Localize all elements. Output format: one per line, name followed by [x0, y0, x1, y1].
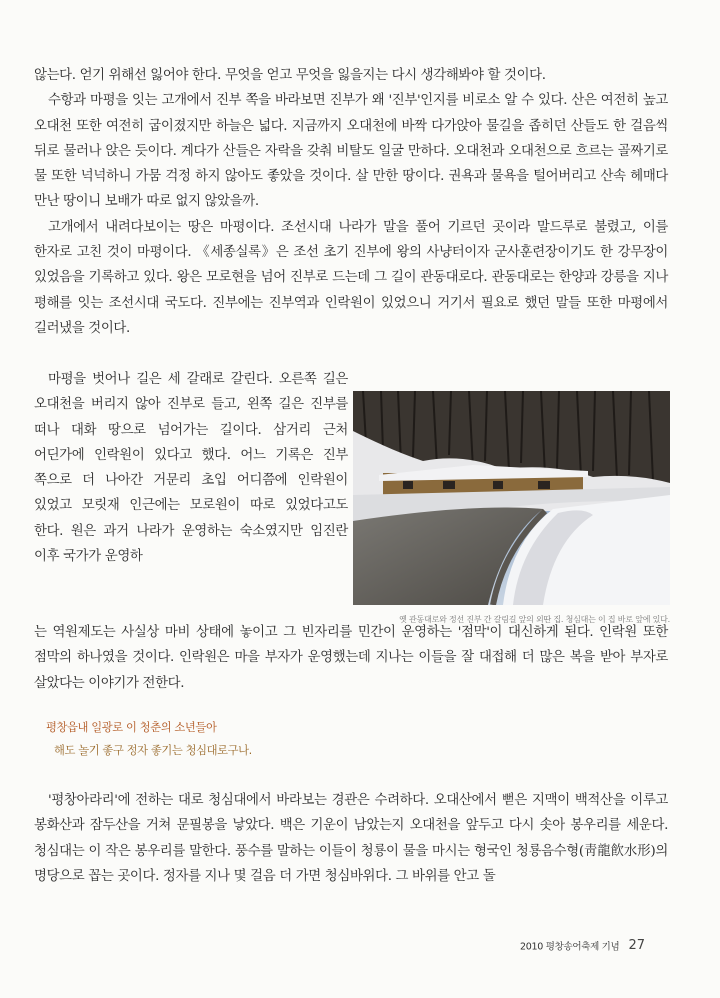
quote-line-1: 평창읍내 일광로 이 청춘의 소년들아: [46, 721, 217, 734]
page-number: 27: [628, 938, 646, 953]
body-text-top: [34, 63, 668, 341]
page-footer: [520, 935, 680, 954]
body-text-bottom: [34, 788, 668, 889]
publication-title: 2010 평창송어축제 기념: [520, 941, 620, 953]
snow-house-photo: [353, 391, 670, 605]
paragraph-4: 마평을 벗어나 길은 세 갈래로 갈린다. 오른쪽 길은 오대천을 버리지 않아 진부로 들고, 왼쪽 길은 진부를 떠나 대화 땅으로 넘어가는 길이다. 삼거리 근처 어딘가에 인락원이 있다고 했다. 어느 기록은 진부 쪽으로 더 나아간 거문리 초입 어디쯤에 인락원이 있었고 모릿재 인근에는 모로원이 따로 있었다고도 한다. 원은 과거 나라가 운영하는 숙소였지만 임진란 이후 국가가 운영하: [34, 372, 348, 565]
paragraph-1: 않는다. 얻기 위해선 잃어야 한다. 무엇을 얻고 무엇을 잃을지는 다시 생각해봐야 할 것이다.: [34, 68, 546, 83]
paragraph-2: 수항과 마평을 잇는 고개에서 진부 쪽을 바라보면 진부가 왜 '진부'인지를 비로소 알 수 있다. 산은 여전히 높고 오대천 또한 여전히 굽이졌지만 하늘은 넓다. 지금까지 오대천에 바짝 다가앉아 물길을 좁히던 산들도 한 걸음씩 뒤로 물러나 앉은 듯이다. 계다가 산들은 자락을 갖춰 비탈도 일굴 만하다. 오대천과 오대천으로 흐르는 골짜기로 물 또한 넉넉하니 가뭄 걱정 하지 않아도 좋았을 것이다. 살 만한 땅이다. 권욕과 물욕을 털어버리고 산속 헤매다 만난 땅이니 보배가 따로 없지 않았을까.: [34, 93, 668, 210]
paragraph-5: '평창아라리'에 전하는 대로 청심대에서 바라보는 경관은 수려하다. 오대산에서 뻗은 지맥이 백적산을 이루고 봉화산과 잠두산을 거쳐 문필봉을 낳았다. 백은 기운이 남았는지 오대천을 앞두고 다시 솟아 봉우리를 세운다. 청심대는 이 작은 봉우리를 말한다. 풍수를 말하는 이들이 청룡이 물을 마시는 형국인 청룡음수형(靑龍飮水形)의 명당으로 꼽는 곳이다. 정자를 지나 몇 걸음 더 가면 청심바위다. 그 바위를 안고 돌: [34, 793, 668, 884]
folk-song-quote: [34, 716, 252, 762]
photo-caption: 옛 관동대로와 정선 진부 간 갈림길 앞의 외딴 집. 청심대는 이 집 바로 앞에 있다.: [399, 615, 670, 624]
paragraph-4-continued: 는 역원제도는 사실상 마비 상태에 놓이고 그 빈자리를 민간이 운영하는 '점막'이 대신하게 된다. 인락원 또한 점막의 하나였을 것이다. 인락원은 마을 부자가 운영했는데 지나는 이들을 잘 대접해 더 많은 복을 받아 부자로 살았다는 이야기가 전한다.: [34, 625, 668, 691]
body-text-wrapped: [34, 367, 348, 569]
quote-line-2: 해도 놀기 좋구 정자 좋기는 청심대로구나.: [54, 744, 252, 757]
paragraph-3: 고개에서 내려다보이는 땅은 마평이다. 조선시대 나라가 말을 풀어 기르던 곳이라 말드루로 불렸고, 이를 한자로 고친 것이 마평이다. 《세종실록》은 조선 초기 진부에 왕의 사냥터이자 군사훈련장이기도 한 강무장이 있었음을 기록하고 있다. 왕은 모로현을 넘어 진부로 드는데 그 길이 관동대로다. 관동대로는 한양과 강릉을 지나 평해를 잇는 조선시대 국도다. 진부에는 진부역과 인락원이 있었으니 거기서 필요로 했던 말들 또한 마평에서 길러냈을 것이다.: [34, 219, 668, 336]
photo-illustration: [353, 391, 670, 605]
body-text-continuation: [34, 620, 668, 696]
